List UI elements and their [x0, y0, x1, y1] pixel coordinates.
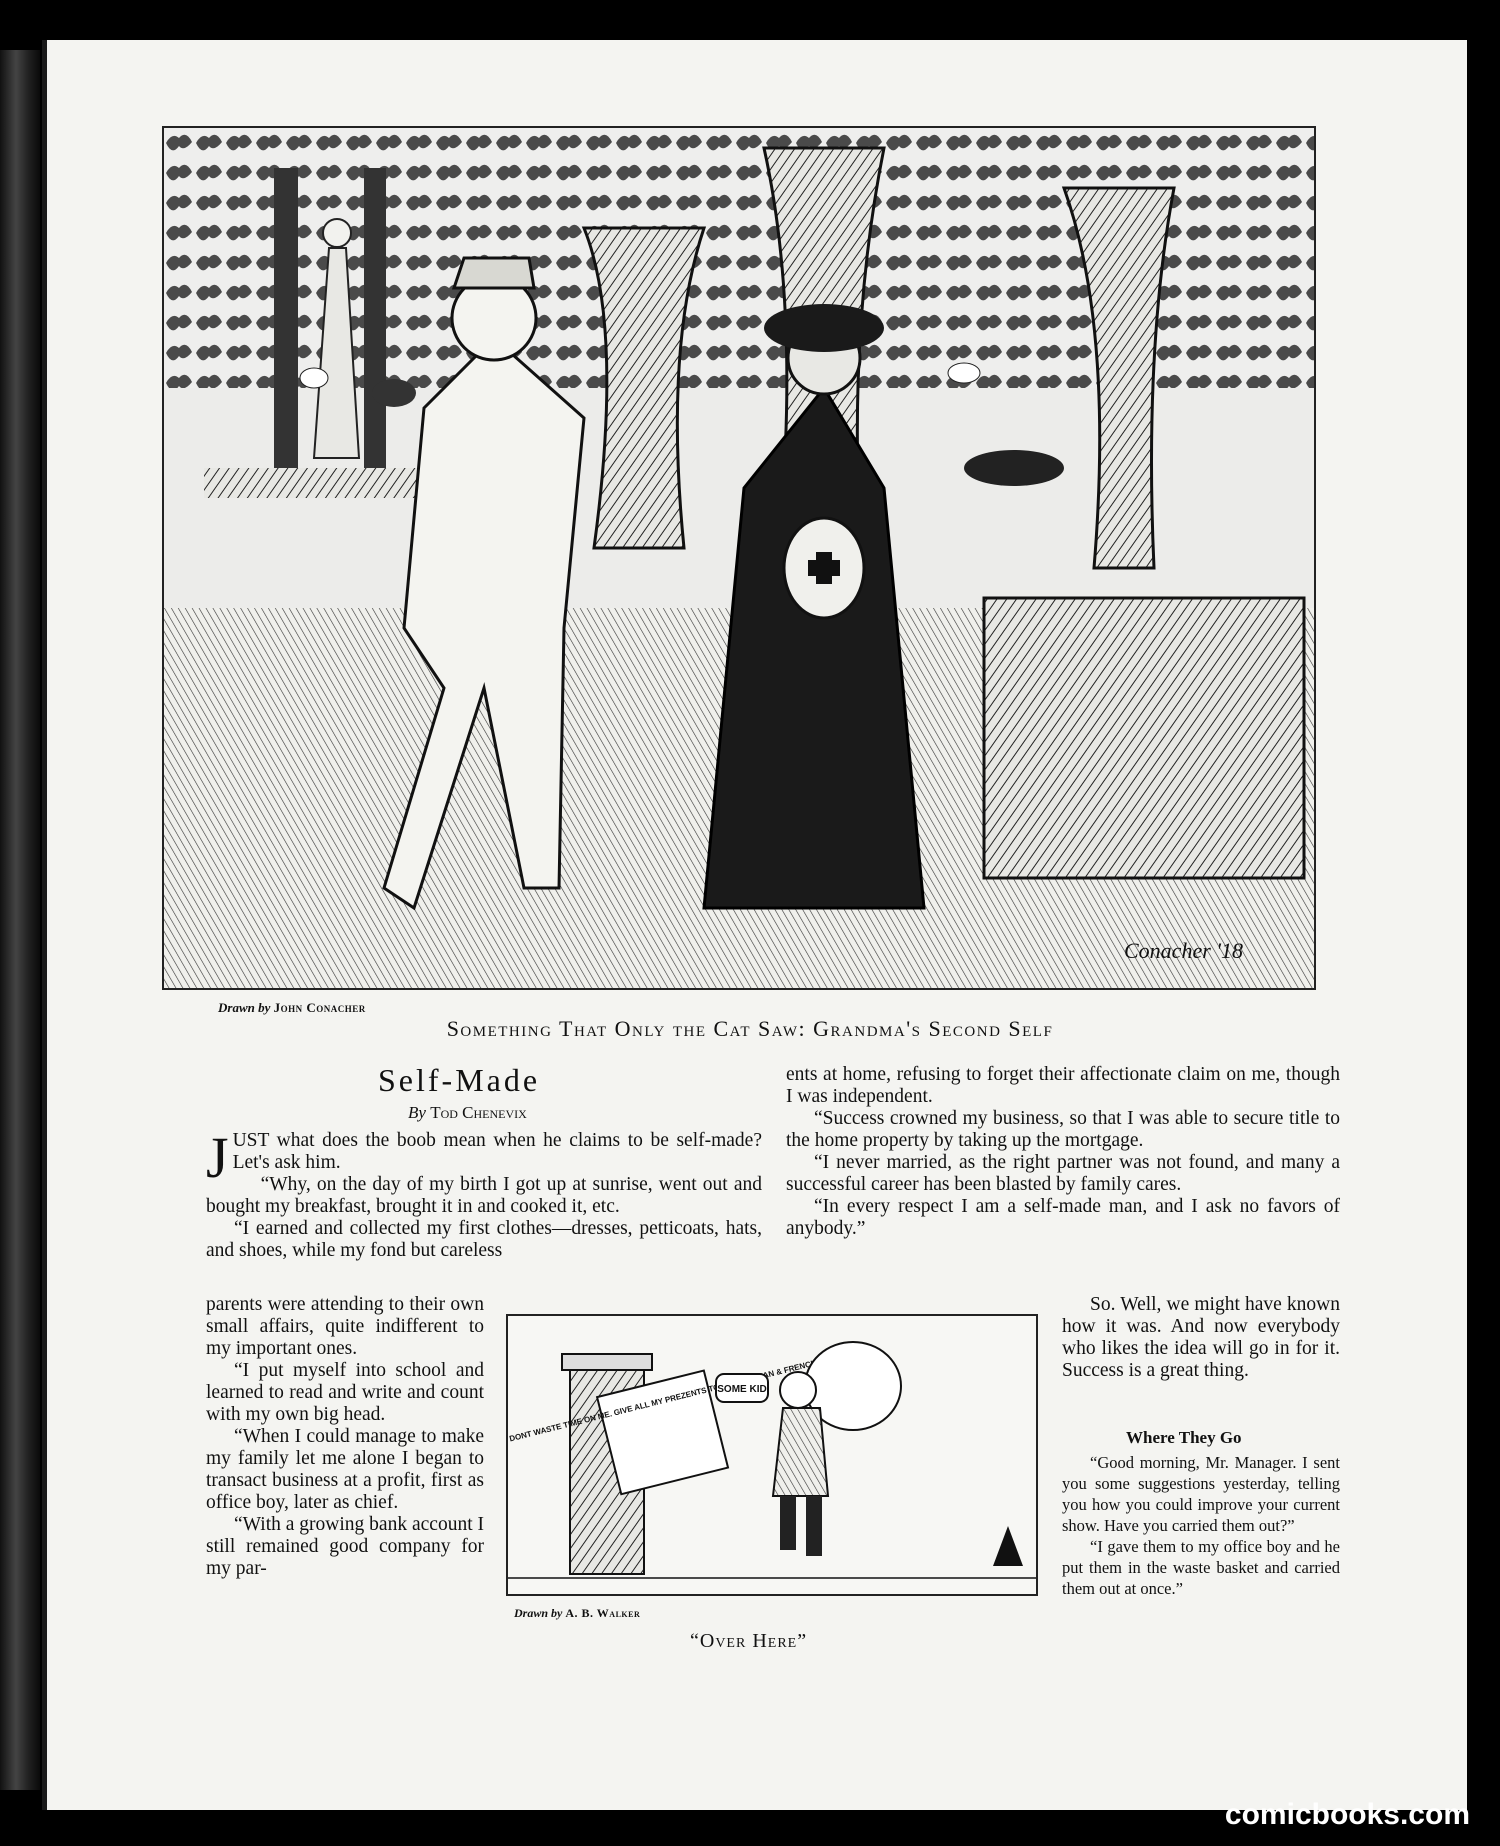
sidebar-paragraph: “Good morning, Mr. Manager. I sent you some suggestions yesterday, telling you how you could improve your current show. Have you carried them out?” — [1062, 1453, 1340, 1535]
where-they-go-heading: Where They Go — [1126, 1428, 1242, 1447]
credit-artist-name: John Conacher — [273, 1000, 366, 1015]
article-byline — [408, 1103, 527, 1123]
where-they-go-body — [1062, 1452, 1340, 1599]
credit-prefix: Drawn by — [514, 1606, 563, 1620]
sub-illustration-credit — [514, 1606, 640, 1621]
article-paragraph: “With a growing bank account I still remained good company for my par- — [206, 1514, 484, 1579]
paragraph-text: UST what does the boob mean when he claims to be self-made? Let's ask him. — [232, 1130, 762, 1173]
article-paragraph: “I never married, as the right partner was not found, and many a successful career has been blasted by family cares. — [786, 1152, 1340, 1195]
article-paragraph: “When I could manage to make my family let me alone I began to transact business at a profit, first as office boy, later as chief. — [206, 1426, 484, 1513]
drop-cap: J — [206, 1125, 229, 1190]
credit-prefix: Drawn by — [218, 1000, 271, 1015]
article-paragraph: So. Well, we might have known how it was. And now everybody who likes the idea will go in for it. Success is a great thing. — [1062, 1294, 1340, 1381]
article-title: Self-Made — [378, 1062, 541, 1098]
article-paragraph: “Success crowned my business, so that I was able to secure title to the home property by taking up the mortgage. — [786, 1108, 1340, 1151]
book-spine — [0, 50, 40, 1790]
article-paragraph: “I earned and collected my first clothes—dresses, petticoats, hats, and shoes, while my fond but careless — [206, 1218, 762, 1261]
top-illustration-caption: Something That Only the Cat Saw: Grandma's Second Self — [446, 1016, 1054, 1041]
top-illustration-credit — [218, 1000, 366, 1016]
santa-letter-text: DONT WASTE TIME ON ME. GIVE ALL MY PREZENTS TO & FRENCH — [508, 1358, 818, 1444]
article-paragraph — [206, 1125, 762, 1190]
credit-artist-name: A. B. Walker — [565, 1606, 641, 1620]
article-paragraph: “In every respect I am a self-made man, and I ask no favors of anybody.” — [786, 1196, 1340, 1239]
speech-bubble-text: SOME KID — [717, 1384, 767, 1395]
sidebar-paragraph: “I gave them to my office boy and he put them in the waste basket and carried them out at once.” — [1062, 1537, 1340, 1598]
article-paragraph: “I put myself into school and learned to read and write and count with my own big head. — [206, 1360, 484, 1425]
article-column-2-narrow — [1062, 1294, 1340, 1382]
article-column-1-narrow — [206, 1294, 484, 1580]
article-column-2-wide — [786, 1064, 1340, 1240]
article-paragraph: ents at home, refusing to forget their affectionate claim on me, though I was independent. — [786, 1064, 1340, 1107]
article-column-1-wide — [206, 1125, 762, 1262]
site-watermark: comicbooks.com — [1224, 1798, 1470, 1831]
ink-drawing-grandma-soldier — [164, 128, 1314, 988]
byline-prefix: By — [408, 1103, 426, 1122]
article-paragraph: parents were attending to their own small affairs, quite indifferent to my important ones. — [206, 1294, 484, 1359]
over-here-illustration — [506, 1314, 1038, 1596]
artist-signature: Conacher '18 — [1124, 938, 1243, 963]
top-illustration — [162, 126, 1316, 990]
ink-drawing-santa-chimney — [508, 1316, 1036, 1594]
article-paragraph: “Why, on the day of my birth I got up at sunrise, went out and bought my breakfast, brought it in and cooked it, etc. — [206, 1174, 762, 1217]
sub-illustration-caption: “Over Here” — [690, 1630, 808, 1652]
byline-author: Tod Chenevix — [430, 1103, 527, 1122]
